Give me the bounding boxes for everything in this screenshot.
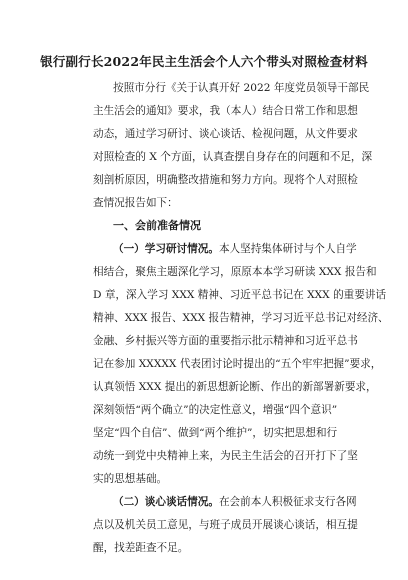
paragraph-line: 实的思想基础。 xyxy=(93,473,168,485)
paragraph-line: 记在参加 XXXXX 代表团讨论时提出的“五个牢牢把握”要求， xyxy=(93,358,382,370)
paragraph-line: D 章，深入学习 XXX 精神、习近平总书记在 XXX 的重要讲话 xyxy=(93,289,387,301)
subsection-heading: （二）谈心谈话情况。 xyxy=(113,496,219,508)
intro-line: 按照市分行《关于认真开好 2022 年度党员领导干部民 xyxy=(113,82,370,94)
paragraph-line: 醒，找差距查不足。 xyxy=(93,542,189,554)
subsection-first-line xyxy=(113,495,357,509)
section-heading: 一、会前准备情况 xyxy=(113,219,201,232)
intro-line: 动态，通过学习研讨、谈心谈话、检视问题，从文件要求 xyxy=(93,128,358,140)
intro-line: 查情况报告如下： xyxy=(93,197,178,209)
intro-line: 对照检查的 X 个方面，认真查摆自身存在的问题和不足，深 xyxy=(93,151,373,163)
intro-line: 主生活会的通知》要求，我（本人）结合日常工作和思想 xyxy=(93,105,358,117)
subsection-first-line xyxy=(113,242,357,256)
paragraph-text: 本人坚持集体研讨与个人自学 xyxy=(218,243,357,255)
paragraph-line: 相结合，聚焦主题深化学习，原原本本学习研读 XXX 报告和 xyxy=(93,266,377,278)
document-title: 银行副行长2022年民主生活会个人六个带头对照检查材料 xyxy=(40,54,368,69)
subsection-heading: （一）学习研讨情况。 xyxy=(113,243,219,255)
paragraph-line: 坚定“四个自信”、做到“两个维护”，切实把思想和行 xyxy=(93,427,338,439)
paragraph-line: 深刻领悟“两个确立”的决定性意义，增强“四个意识” xyxy=(93,404,338,416)
paragraph-line: 金融、乡村振兴等方面的重要指示批示精神和习近平总书 xyxy=(93,335,358,347)
paragraph-text: 在会前本人积极征求支行各网 xyxy=(218,496,357,508)
paragraph-line: 动统一到党中央精神上来，为民主生活会的召开打下了坚 xyxy=(93,450,358,462)
paragraph-line: 认真领悟 XXX 提出的新思想新论断、作出的新部署新要求， xyxy=(93,381,377,393)
paragraph-line: 精神、XXX 报告、XXX 报告精神，学习习近平总书记对经济、 xyxy=(93,312,389,324)
intro-line: 刻剖析原因，明确整改措施和努力方向。现将个人对照检 xyxy=(93,174,358,186)
paragraph-line: 点以及机关员工意见，与班子成员开展谈心谈话，相互提 xyxy=(93,519,358,531)
